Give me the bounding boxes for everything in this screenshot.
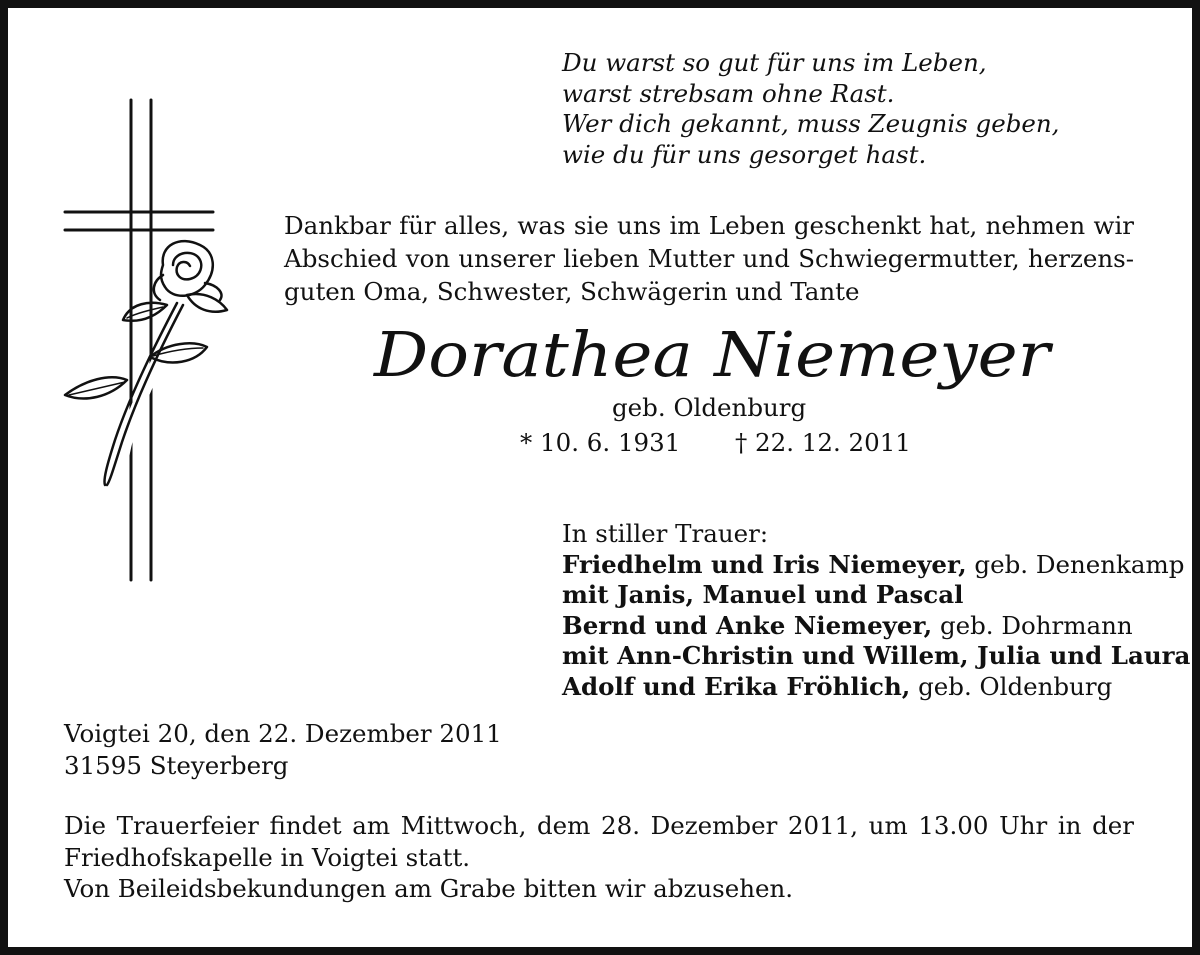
intro-paragraph [284, 209, 1134, 308]
cross-with-rose-icon [55, 95, 240, 590]
birth-date: * 10. 6. 1931 [520, 428, 681, 457]
mourner-line: mit Janis, Manuel und Pascal [562, 580, 964, 610]
deceased-name-text: Dorathea Niemeyer [372, 318, 1054, 391]
mourner-line: Friedhelm und Iris Niemeyer, geb. Denenkamp [562, 549, 1185, 579]
poem [562, 48, 1162, 170]
intro-line: Dankbar für alles, was sie uns im Leben geschenkt hat, nehmen wir [284, 211, 1134, 240]
address-line: Voigtei 20, den 22. Dezember 2011 [64, 719, 502, 748]
funeral-notice [64, 810, 1134, 905]
mourner-line: mit Ann-Christin und Willem, Julia und Laura [562, 641, 1191, 671]
poem-line: Du warst so gut für uns im Leben, [562, 48, 987, 77]
poem-line: Wer dich gekannt, muss Zeugnis geben, [562, 109, 1060, 138]
notice-line: Die Trauerfeier findet am Mittwoch, dem 28. Dezember 2011, um 13.00 Uhr in der [64, 811, 1134, 840]
mourners-list [562, 519, 1191, 703]
mourner-line: Adolf und Erika Fröhlich, geb. Oldenburg [562, 671, 1113, 701]
notice-line: Von Beileidsbekundungen am Grabe bitten wir abzusehen. [64, 874, 794, 903]
mourner-line: Bernd und Anke Niemeyer, geb. Dohrmann [562, 610, 1133, 640]
deceased-name [372, 318, 1072, 398]
poem-line: warst strebsam ohne Rast. [562, 78, 895, 108]
city-line: 31595 Steyerberg [64, 750, 289, 780]
death-date: † 22. 12. 2011 [735, 428, 911, 457]
notice-line: Friedhofskapelle in Voigtei statt. [64, 842, 471, 872]
intro-line: guten Oma, Schwester, Schwägerin und Tante [284, 277, 860, 306]
intro-line: Abschied von unserer lieben Mutter und Schwiegermutter, herzens- [284, 244, 1134, 273]
place-and-date [64, 718, 664, 781]
maiden-name: geb. Oldenburg [612, 393, 807, 422]
mourners-heading: In stiller Trauer: [562, 519, 769, 548]
poem-line: wie du für uns gesorget hast. [562, 139, 927, 169]
